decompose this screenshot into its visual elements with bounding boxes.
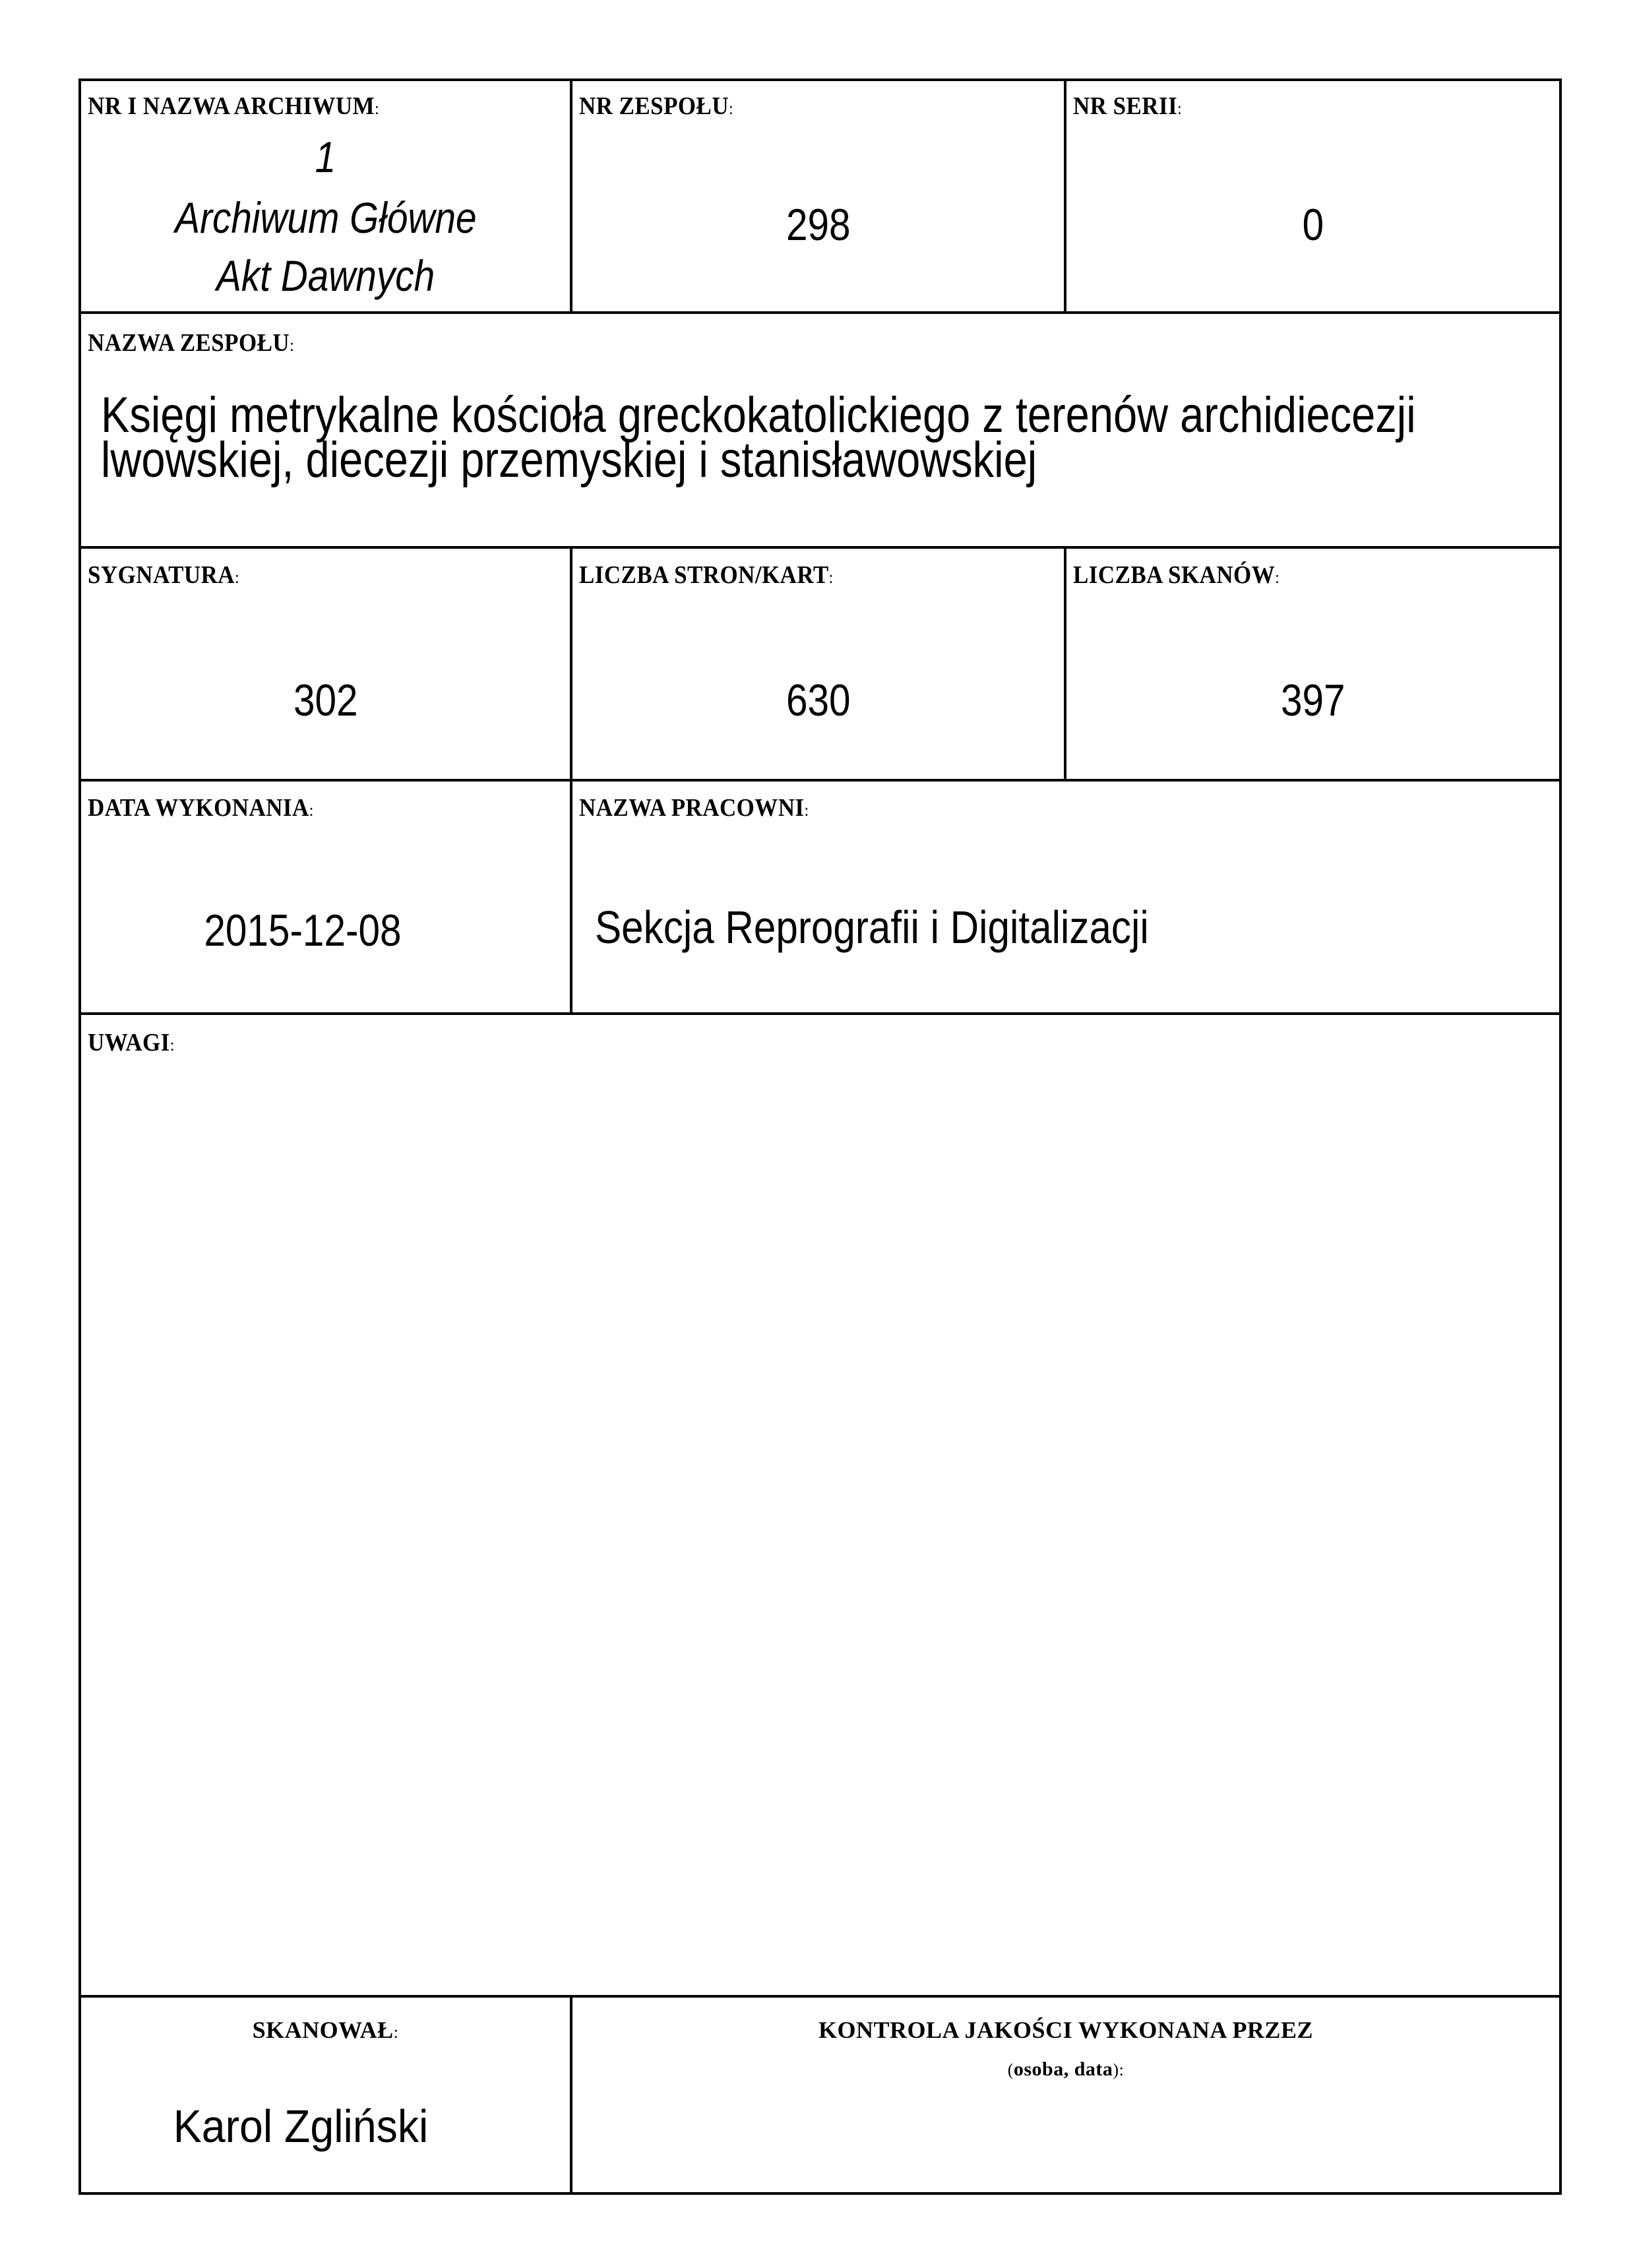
date-value: 2015-12-08	[204, 905, 402, 956]
series-number-label-text: NR SERII	[1073, 92, 1178, 120]
remarks-label	[88, 1028, 175, 1057]
workshop-label	[579, 793, 809, 822]
archive-name-line2: Akt Dawnych	[216, 251, 435, 300]
fonds-number-label-colon: :	[729, 99, 734, 118]
fonds-name-label-colon: :	[290, 336, 295, 355]
pages-value: 630	[786, 675, 851, 725]
quality-control-label	[572, 2016, 1559, 2044]
series-number-label-colon: :	[1177, 99, 1183, 118]
fonds-name-cell	[81, 314, 1559, 546]
workshop-label-text: NAZWA PRACOWNI	[579, 794, 805, 822]
archive-cell	[81, 81, 570, 311]
signature-label-text: SYGNATURA	[88, 561, 235, 589]
scans-label-text: LICZBA SKANÓW	[1073, 561, 1276, 589]
fonds-name-label-text: NAZWA ZESPOŁU	[88, 329, 290, 357]
signature-value: 302	[293, 675, 358, 725]
quality-control-sub-text: osoba, data	[1013, 2058, 1113, 2080]
pages-cell	[572, 549, 1064, 779]
date-cell	[81, 782, 570, 1012]
archive-number: 1	[315, 133, 336, 181]
scanned-by-value: Karol Zgliński	[173, 2100, 429, 2152]
fonds-number-label-text: NR ZESPOŁU	[579, 92, 729, 120]
archive-label	[88, 92, 379, 121]
date-label-text: DATA WYKONANIA	[88, 794, 309, 822]
scans-label	[1073, 561, 1280, 590]
archive-label-text: NR I NAZWA ARCHIWUM	[88, 92, 375, 120]
scanned-by-label-colon: :	[393, 2023, 399, 2042]
quality-control-cell	[572, 1998, 1559, 2192]
fonds-number-label	[579, 92, 733, 121]
date-label-colon: :	[309, 801, 314, 820]
workshop-label-colon: :	[804, 801, 809, 820]
signature-label	[88, 561, 239, 590]
quality-control-sub-open: (	[1007, 2060, 1014, 2079]
workshop-value: Sekcja Reprografii i Digitalizacji	[595, 902, 1149, 953]
workshop-cell	[572, 782, 1559, 1012]
archive-label-colon: :	[375, 99, 380, 118]
scanned-by-label-text: SKANOWAŁ	[252, 2017, 394, 2043]
scanned-by-cell	[81, 1998, 570, 2192]
fonds-name-label	[88, 328, 294, 357]
scans-cell	[1066, 549, 1559, 779]
scanned-by-label	[81, 2016, 570, 2044]
quality-control-sublabel	[572, 2058, 1559, 2081]
pages-label-colon: :	[828, 568, 834, 587]
scans-value: 397	[1280, 675, 1345, 725]
series-number-label	[1073, 92, 1182, 121]
signature-label-colon: :	[234, 568, 240, 587]
pages-label	[579, 561, 834, 590]
fonds-name-value-line2: lwowskiej, diecezji przemyskiej i stanisławowskiej	[101, 432, 1037, 488]
pages-label-text: LICZBA STRON/KART	[579, 561, 829, 589]
remarks-cell	[81, 1015, 1559, 1995]
remarks-label-text: UWAGI	[88, 1029, 170, 1057]
series-number-cell	[1066, 81, 1559, 311]
remarks-label-colon: :	[170, 1035, 175, 1055]
signature-cell	[81, 549, 570, 779]
fonds-name-value-line1: Księgi metrykalne kościoła greckokatolickiego z terenów archidiecezji	[101, 387, 1416, 443]
archive-name-line1: Archiwum Główne	[174, 193, 477, 242]
series-number-value: 0	[1302, 200, 1324, 250]
scans-label-colon: :	[1275, 568, 1280, 587]
fonds-number-value: 298	[786, 200, 851, 250]
date-label	[88, 793, 314, 822]
quality-control-sub-close: ):	[1113, 2060, 1125, 2079]
quality-control-label-text: KONTROLA JAKOŚCI WYKONANA PRZEZ	[818, 2017, 1313, 2043]
fonds-number-cell	[572, 81, 1064, 311]
